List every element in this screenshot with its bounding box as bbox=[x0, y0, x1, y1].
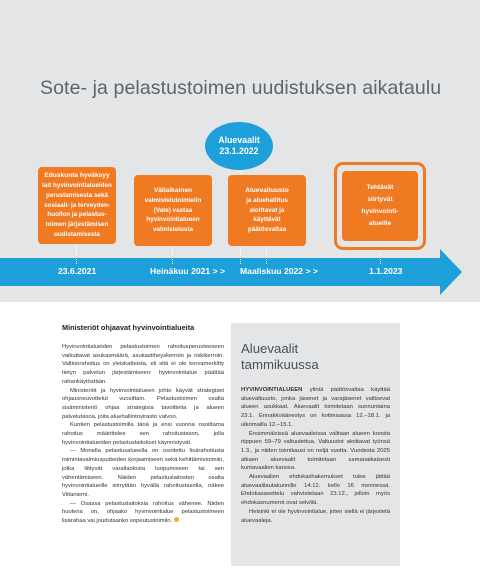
milestone-text: käyttävät bbox=[253, 216, 281, 224]
milestone-text: sosiaali- ja terveyden- bbox=[44, 201, 110, 209]
milestone-text: Väliaikainen bbox=[153, 187, 193, 194]
article-column bbox=[62, 323, 224, 526]
timeline-date: 1.1.2023 bbox=[369, 266, 403, 276]
badge-date: 23.1.2022 bbox=[219, 146, 259, 156]
milestone-text: alueille bbox=[368, 220, 392, 227]
connector-line bbox=[172, 247, 173, 264]
page-title: Sote- ja pelastustoimen uudistuksen aikataulu bbox=[40, 77, 442, 99]
sidebar-body bbox=[241, 386, 390, 525]
milestone-text: ja aluehallitus bbox=[246, 196, 288, 204]
milestone-text: valmistelusta bbox=[153, 226, 193, 234]
sidebar-title-line: tammikuussa bbox=[241, 357, 319, 372]
sidebar-paragraph: Helsinki ei ole hyvinvointialue, joten siellä ei järjestetä aluevaaleja. bbox=[241, 508, 390, 524]
milestone-parliament-approval bbox=[38, 167, 116, 244]
milestone-text: toimen järjestämisen bbox=[45, 221, 109, 229]
article-paragraph: — Monella pelastusalueella on osoitettu lisärahoitusta toimintavalmiusputteiden korjaamiseen sekä kehittämistoimiin, jotka liittyvät varallaolosta luopumiseen tai sen vähentämiseen. Näiden pelastuslaitosten osalta hyvinvointialueille siirrytään hyvällä rahoitustasolla, näkee Viitaniemi. bbox=[62, 448, 224, 498]
article-paragraph: Kuntien pelastustoimilla tänä ja ensi vuonna osoittama rahoitus määrittelee sen rahoitustason, jolla hyvinvointialueiden pelastuslaitokset käynnistyvät. bbox=[62, 422, 224, 446]
article-body bbox=[62, 343, 224, 526]
milestone-text: päätösvaltaa bbox=[247, 226, 287, 234]
connector-line bbox=[76, 245, 77, 264]
milestone-interim-body bbox=[134, 175, 212, 246]
sidebar-title bbox=[241, 341, 390, 373]
sidebar-paragraph bbox=[241, 386, 390, 430]
article-heading: Ministeriöt ohjaavat hyvinvointialueita bbox=[62, 323, 195, 332]
milestone-text: Eduskunta hyväksyy bbox=[44, 172, 110, 180]
milestone-text: huollon ja pelastus- bbox=[47, 211, 107, 219]
milestone-text: Tehtävät bbox=[366, 184, 394, 191]
sidebar-title-line: Aluevaalit bbox=[241, 341, 299, 356]
milestone-text: valmistelutoimielin bbox=[144, 196, 202, 204]
milestone-text: (Vate) vastaa bbox=[153, 206, 193, 214]
article-paragraph-last bbox=[62, 500, 224, 526]
connector-line bbox=[380, 251, 381, 264]
sidebar-paragraph: Aluevaalien ehdokashakemukset tulee jättää aluevaalilautakunnille 14.12. kello 16 mennessä. Ehdokasasettelu vahvistetaan 23.12., jolloin myös ehdokasnumerot ovat selvillä. bbox=[241, 474, 390, 507]
milestone-text: hyvinvointi- bbox=[361, 208, 399, 215]
connector-line bbox=[266, 247, 267, 264]
milestone-text: aloittavat ja bbox=[249, 206, 285, 214]
sidebar-paragraph: Ensimmäisissä aluevaaleissa valitaan alueen koosta riippuen 59–79 valtuutettua. Valtuustot aloittavat työnsä 1.3., ja niiden toimikausi on neljä vuotta. Vuodesta 2025 alkaen aluevaalit toimitetaan samanaikaisesti kuntavaalien kanssa. bbox=[241, 430, 390, 472]
milestone-text: Aluevaltuusto bbox=[245, 187, 289, 194]
timeline-date: 23.6.2021 bbox=[58, 266, 97, 276]
milestone-text: siirtyvät bbox=[367, 196, 393, 203]
milestone-text: lait hyvinvointialueiden bbox=[42, 182, 112, 189]
milestone-council-starts bbox=[228, 175, 306, 246]
election-date-badge bbox=[205, 122, 273, 170]
sidebar-paragraph-text: ylintä päätösvaltaa käyttää aluevaltuusto, jonka jäsenet ja varajäsenet valitsevat alueen asukkaat. Aluevaalit toimitetaan sunnuntaina 23.1. Ennakkoäänestys on kotimaassa 12.–18.1. ja ulkomailla 12.–15.1. bbox=[241, 387, 390, 428]
milestone-text: uudistamisesta bbox=[54, 230, 100, 238]
article-paragraph: Hyvinvointialueiden pelastustoimen rahoitusperusteeseen vaikuttavat asukasmäärä, asukastiheyskerroin ja riskikerroin. Valtionrahoitus on yleiskatteista, eli sitä ei ole korvamerkitty tietyn palvelun järjestämiseen: hyvinvointialue päättää rahankäytöstään. bbox=[62, 344, 224, 385]
milestone-tasks-transfer bbox=[342, 171, 418, 241]
milestone-text: hyvinvointialueen bbox=[146, 216, 200, 224]
election-info-box bbox=[231, 323, 400, 566]
milestone-text: perustamisesta sekä bbox=[46, 191, 108, 199]
badge-label: Aluevaalit bbox=[218, 135, 260, 145]
article-paragraph-text: — Osassa pelastuslaitoksia rahoitus vähenee. Niiden huolena on, ohjaako hyvinvointialue pelastustoimeen lisärahaa vai joudutaanko sopeutustoimiin. bbox=[62, 500, 224, 525]
timeline-date: Heinäkuu 2021 > > bbox=[150, 266, 225, 276]
end-mark-icon bbox=[174, 517, 179, 522]
sidebar-lead-word: HYVINVOINTIALUEEN bbox=[241, 387, 303, 393]
timeline-date: Maaliskuu 2022 > > bbox=[240, 266, 318, 276]
article-paragraph: Ministeriöt ja hyvinvointialueen johto käyvät strategiset ohjausneuvottelut vuosittain. Pelastustoimen osalta sisäministeriö ohjaa strategisia tavoitteita ja alueen palvelutasoa, joita aluehallintovirasto valvoo. bbox=[62, 387, 224, 420]
